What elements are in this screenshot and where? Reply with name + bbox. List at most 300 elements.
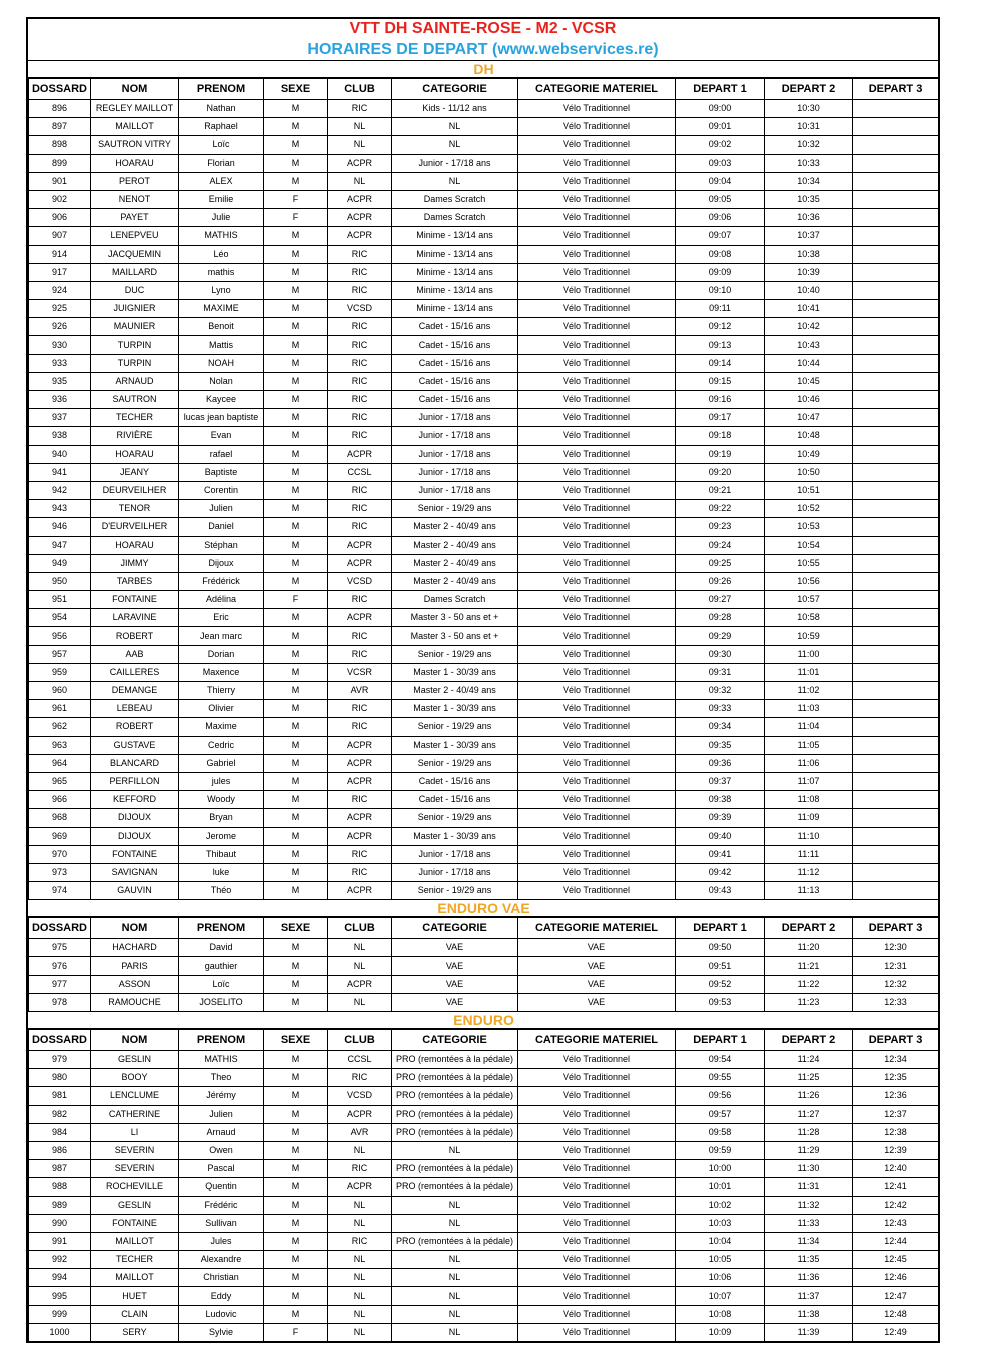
cell-depart-1: 09:26 bbox=[676, 572, 765, 590]
cell-club: NL bbox=[328, 1305, 392, 1323]
cell-club: NL bbox=[328, 939, 392, 957]
cell-nom: TENOR bbox=[91, 500, 179, 518]
cell-depart-3: 12:40 bbox=[853, 1160, 939, 1178]
cell-depart-3 bbox=[853, 827, 939, 845]
cell-depart-2: 11:00 bbox=[765, 645, 853, 663]
cell-dossard: 992 bbox=[29, 1251, 91, 1269]
cell-depart-3: 12:43 bbox=[853, 1214, 939, 1232]
cell-depart-2: 10:57 bbox=[765, 591, 853, 609]
section-header bbox=[29, 61, 939, 78]
cell-categorie-materiel: Vélo Traditionnel bbox=[518, 663, 676, 681]
cell-dossard: 970 bbox=[29, 845, 91, 863]
cell-depart-2: 11:12 bbox=[765, 863, 853, 881]
cell-depart-2: 11:36 bbox=[765, 1269, 853, 1287]
cell-dossard: 981 bbox=[29, 1087, 91, 1105]
cell-depart-1: 09:19 bbox=[676, 445, 765, 463]
cell-prenom: Loïc bbox=[179, 975, 264, 993]
cell-depart-2: 11:34 bbox=[765, 1232, 853, 1250]
cell-nom: FONTAINE bbox=[91, 845, 179, 863]
cell-depart-2: 11:07 bbox=[765, 772, 853, 790]
cell-sexe: M bbox=[264, 645, 328, 663]
cell-prenom: gauthier bbox=[179, 957, 264, 975]
cell-categorie: NL bbox=[392, 1287, 518, 1305]
cell-depart-3 bbox=[853, 700, 939, 718]
table-row bbox=[29, 209, 939, 227]
cell-sexe: M bbox=[264, 827, 328, 845]
cell-categorie: Junior - 17/18 ans bbox=[392, 409, 518, 427]
cell-depart-1: 09:02 bbox=[676, 136, 765, 154]
cell-nom: PARIS bbox=[91, 957, 179, 975]
cell-sexe: M bbox=[264, 627, 328, 645]
cell-categorie: Master 2 - 40/49 ans bbox=[392, 536, 518, 554]
cell-categorie: PRO (remontées à la pédale) bbox=[392, 1069, 518, 1087]
cell-depart-2: 11:27 bbox=[765, 1105, 853, 1123]
cell-dossard: 963 bbox=[29, 736, 91, 754]
cell-sexe: M bbox=[264, 300, 328, 318]
section-header bbox=[29, 1012, 939, 1030]
table-row bbox=[29, 772, 939, 790]
table-row bbox=[29, 481, 939, 499]
cell-nom: MAILLOT bbox=[91, 118, 179, 136]
cell-categorie-materiel: Vélo Traditionnel bbox=[518, 1269, 676, 1287]
cell-club: RIC bbox=[328, 700, 392, 718]
cell-dossard: 956 bbox=[29, 627, 91, 645]
cell-sexe: M bbox=[264, 372, 328, 390]
cell-depart-3 bbox=[853, 463, 939, 481]
cell-depart-2: 10:51 bbox=[765, 481, 853, 499]
cell-club: ACPR bbox=[328, 809, 392, 827]
cell-depart-2: 10:54 bbox=[765, 536, 853, 554]
cell-prenom: Maxence bbox=[179, 663, 264, 681]
cell-club: ACPR bbox=[328, 609, 392, 627]
cell-depart-2: 10:41 bbox=[765, 300, 853, 318]
cell-depart-3: 12:46 bbox=[853, 1269, 939, 1287]
cell-prenom: Gabriel bbox=[179, 754, 264, 772]
cell-dossard: 951 bbox=[29, 591, 91, 609]
cell-prenom: jules bbox=[179, 772, 264, 790]
cell-dossard: 987 bbox=[29, 1160, 91, 1178]
table-row bbox=[29, 591, 939, 609]
cell-sexe: M bbox=[264, 882, 328, 900]
cell-categorie-materiel: Vélo Traditionnel bbox=[518, 591, 676, 609]
cell-prenom: Olivier bbox=[179, 700, 264, 718]
cell-categorie-materiel: Vélo Traditionnel bbox=[518, 882, 676, 900]
cell-nom: BOOY bbox=[91, 1069, 179, 1087]
cell-dossard: 917 bbox=[29, 263, 91, 281]
table-row bbox=[29, 445, 939, 463]
table-row bbox=[29, 100, 939, 118]
cell-sexe: M bbox=[264, 845, 328, 863]
table-row bbox=[29, 1214, 939, 1232]
cell-club: RIC bbox=[328, 845, 392, 863]
cell-depart-2: 10:44 bbox=[765, 354, 853, 372]
cell-dossard: 937 bbox=[29, 409, 91, 427]
cell-depart-1: 10:07 bbox=[676, 1287, 765, 1305]
cell-depart-3: 12:37 bbox=[853, 1105, 939, 1123]
cell-depart-1: 10:00 bbox=[676, 1160, 765, 1178]
cell-prenom: Eddy bbox=[179, 1287, 264, 1305]
table-row bbox=[29, 993, 939, 1011]
cell-categorie-materiel: Vélo Traditionnel bbox=[518, 263, 676, 281]
table-row bbox=[29, 300, 939, 318]
cell-categorie-materiel: Vélo Traditionnel bbox=[518, 318, 676, 336]
cell-nom: HOARAU bbox=[91, 536, 179, 554]
cell-nom: GUSTAVE bbox=[91, 736, 179, 754]
cell-sexe: M bbox=[264, 1196, 328, 1214]
column-header-categorie-materiel: CATEGORIE MATERIEL bbox=[518, 1029, 676, 1051]
cell-club: RIC bbox=[328, 481, 392, 499]
cell-depart-2: 11:29 bbox=[765, 1141, 853, 1159]
cell-depart-2: 11:26 bbox=[765, 1087, 853, 1105]
cell-dossard: 936 bbox=[29, 391, 91, 409]
cell-categorie: Master 3 - 50 ans et + bbox=[392, 609, 518, 627]
column-header-dossard: DOSSARD bbox=[29, 1029, 91, 1051]
cell-prenom: Léo bbox=[179, 245, 264, 263]
cell-categorie-materiel: Vélo Traditionnel bbox=[518, 772, 676, 790]
cell-depart-3 bbox=[853, 591, 939, 609]
cell-categorie-materiel: Vélo Traditionnel bbox=[518, 827, 676, 845]
cell-sexe: M bbox=[264, 1051, 328, 1069]
column-header-dossard: DOSSARD bbox=[29, 917, 91, 939]
cell-club: ACPR bbox=[328, 827, 392, 845]
cell-club: RIC bbox=[328, 281, 392, 299]
cell-categorie-materiel: VAE bbox=[518, 975, 676, 993]
cell-categorie-materiel: Vélo Traditionnel bbox=[518, 1069, 676, 1087]
cell-prenom: Emilie bbox=[179, 190, 264, 208]
cell-dossard: 977 bbox=[29, 975, 91, 993]
cell-dossard: 959 bbox=[29, 663, 91, 681]
cell-depart-3 bbox=[853, 263, 939, 281]
cell-prenom: lucas jean baptiste bbox=[179, 409, 264, 427]
cell-categorie: PRO (remontées à la pédale) bbox=[392, 1123, 518, 1141]
cell-depart-2: 11:11 bbox=[765, 845, 853, 863]
cell-prenom: Mattis bbox=[179, 336, 264, 354]
cell-club: RIC bbox=[328, 354, 392, 372]
table-row bbox=[29, 736, 939, 754]
cell-categorie-materiel: Vélo Traditionnel bbox=[518, 1323, 676, 1341]
cell-sexe: M bbox=[264, 809, 328, 827]
cell-categorie: NL bbox=[392, 136, 518, 154]
cell-depart-3 bbox=[853, 136, 939, 154]
cell-depart-2: 11:03 bbox=[765, 700, 853, 718]
cell-categorie-materiel: Vélo Traditionnel bbox=[518, 645, 676, 663]
table-row bbox=[29, 1232, 939, 1250]
cell-depart-3 bbox=[853, 154, 939, 172]
cell-prenom: Theo bbox=[179, 1069, 264, 1087]
table-row bbox=[29, 190, 939, 208]
cell-club: RIC bbox=[328, 336, 392, 354]
cell-depart-3 bbox=[853, 391, 939, 409]
table-row bbox=[29, 1069, 939, 1087]
cell-dossard: 962 bbox=[29, 718, 91, 736]
cell-depart-1: 09:11 bbox=[676, 300, 765, 318]
cell-depart-1: 09:54 bbox=[676, 1051, 765, 1069]
cell-dossard: 968 bbox=[29, 809, 91, 827]
cell-categorie-materiel: Vélo Traditionnel bbox=[518, 372, 676, 390]
cell-categorie-materiel: Vélo Traditionnel bbox=[518, 391, 676, 409]
column-header-club: CLUB bbox=[328, 917, 392, 939]
cell-depart-2: 10:50 bbox=[765, 463, 853, 481]
cell-categorie-materiel: Vélo Traditionnel bbox=[518, 1141, 676, 1159]
cell-categorie: PRO (remontées à la pédale) bbox=[392, 1178, 518, 1196]
cell-nom: FONTAINE bbox=[91, 591, 179, 609]
table-row bbox=[29, 609, 939, 627]
cell-prenom: Théo bbox=[179, 882, 264, 900]
cell-prenom: JOSELITO bbox=[179, 993, 264, 1011]
cell-nom: RAMOUCHE bbox=[91, 993, 179, 1011]
cell-prenom: David bbox=[179, 939, 264, 957]
table-row bbox=[29, 536, 939, 554]
column-header-depart-3: DEPART 3 bbox=[853, 1029, 939, 1051]
cell-sexe: M bbox=[264, 227, 328, 245]
cell-depart-3 bbox=[853, 500, 939, 518]
cell-prenom: Cedric bbox=[179, 736, 264, 754]
cell-sexe: M bbox=[264, 263, 328, 281]
cell-depart-2: 11:01 bbox=[765, 663, 853, 681]
cell-depart-2: 11:09 bbox=[765, 809, 853, 827]
cell-categorie-materiel: Vélo Traditionnel bbox=[518, 863, 676, 881]
cell-nom: ASSON bbox=[91, 975, 179, 993]
cell-nom: REGLEY MAILLOT bbox=[91, 100, 179, 118]
cell-club: RIC bbox=[328, 500, 392, 518]
cell-depart-1: 09:52 bbox=[676, 975, 765, 993]
cell-depart-3: 12:30 bbox=[853, 939, 939, 957]
cell-depart-3 bbox=[853, 318, 939, 336]
cell-dossard: 991 bbox=[29, 1232, 91, 1250]
cell-prenom: Arnaud bbox=[179, 1123, 264, 1141]
cell-depart-3: 12:34 bbox=[853, 1051, 939, 1069]
cell-depart-3 bbox=[853, 536, 939, 554]
table-row bbox=[29, 409, 939, 427]
cell-nom: PEROT bbox=[91, 172, 179, 190]
cell-dossard: 976 bbox=[29, 957, 91, 975]
cell-sexe: M bbox=[264, 1214, 328, 1232]
cell-depart-1: 09:05 bbox=[676, 190, 765, 208]
cell-depart-2: 10:49 bbox=[765, 445, 853, 463]
cell-depart-1: 09:36 bbox=[676, 754, 765, 772]
cell-categorie-materiel: Vélo Traditionnel bbox=[518, 845, 676, 863]
cell-depart-3: 12:31 bbox=[853, 957, 939, 975]
cell-prenom: Woody bbox=[179, 791, 264, 809]
cell-depart-3 bbox=[853, 882, 939, 900]
cell-depart-1: 10:01 bbox=[676, 1178, 765, 1196]
cell-categorie: Minime - 13/14 ans bbox=[392, 281, 518, 299]
cell-depart-2: 10:30 bbox=[765, 100, 853, 118]
cell-dossard: 933 bbox=[29, 354, 91, 372]
cell-sexe: M bbox=[264, 700, 328, 718]
table-row bbox=[29, 554, 939, 572]
cell-nom: MAILLOT bbox=[91, 1232, 179, 1250]
cell-dossard: 961 bbox=[29, 700, 91, 718]
cell-prenom: Evan bbox=[179, 427, 264, 445]
cell-categorie: VAE bbox=[392, 939, 518, 957]
cell-depart-3 bbox=[853, 354, 939, 372]
cell-club: ACPR bbox=[328, 772, 392, 790]
cell-prenom: Baptiste bbox=[179, 463, 264, 481]
cell-depart-1: 10:02 bbox=[676, 1196, 765, 1214]
cell-depart-3 bbox=[853, 190, 939, 208]
table-row bbox=[29, 882, 939, 900]
cell-club: RIC bbox=[328, 391, 392, 409]
cell-sexe: M bbox=[264, 1251, 328, 1269]
cell-club: ACPR bbox=[328, 154, 392, 172]
cell-categorie: Junior - 17/18 ans bbox=[392, 845, 518, 863]
table-row bbox=[29, 809, 939, 827]
cell-categorie-materiel: Vélo Traditionnel bbox=[518, 281, 676, 299]
cell-dossard: 1000 bbox=[29, 1323, 91, 1341]
cell-categorie: Cadet - 15/16 ans bbox=[392, 791, 518, 809]
cell-prenom: rafael bbox=[179, 445, 264, 463]
cell-depart-3: 12:44 bbox=[853, 1232, 939, 1250]
cell-sexe: M bbox=[264, 481, 328, 499]
cell-club: ACPR bbox=[328, 227, 392, 245]
cell-sexe: M bbox=[264, 754, 328, 772]
cell-prenom: Thibaut bbox=[179, 845, 264, 863]
cell-depart-1: 09:30 bbox=[676, 645, 765, 663]
column-header-nom: NOM bbox=[91, 78, 179, 100]
cell-depart-3 bbox=[853, 300, 939, 318]
cell-depart-1: 09:57 bbox=[676, 1105, 765, 1123]
cell-depart-1: 09:18 bbox=[676, 427, 765, 445]
cell-sexe: M bbox=[264, 318, 328, 336]
cell-depart-1: 09:04 bbox=[676, 172, 765, 190]
start-times-table bbox=[28, 61, 939, 1342]
cell-prenom: Frédérick bbox=[179, 572, 264, 590]
cell-sexe: F bbox=[264, 591, 328, 609]
column-header-sexe: SEXE bbox=[264, 917, 328, 939]
cell-sexe: M bbox=[264, 1305, 328, 1323]
cell-prenom: Ludovic bbox=[179, 1305, 264, 1323]
cell-club: RIC bbox=[328, 791, 392, 809]
cell-dossard: 947 bbox=[29, 536, 91, 554]
cell-sexe: M bbox=[264, 427, 328, 445]
table-row bbox=[29, 318, 939, 336]
cell-club: ACPR bbox=[328, 975, 392, 993]
cell-nom: DIJOUX bbox=[91, 827, 179, 845]
column-header-nom: NOM bbox=[91, 1029, 179, 1051]
cell-dossard: 899 bbox=[29, 154, 91, 172]
cell-depart-3: 12:41 bbox=[853, 1178, 939, 1196]
cell-sexe: M bbox=[264, 1069, 328, 1087]
table-row bbox=[29, 500, 939, 518]
cell-depart-3 bbox=[853, 627, 939, 645]
cell-categorie-materiel: Vélo Traditionnel bbox=[518, 736, 676, 754]
cell-depart-1: 09:20 bbox=[676, 463, 765, 481]
cell-club: NL bbox=[328, 1214, 392, 1232]
cell-depart-3: 12:39 bbox=[853, 1141, 939, 1159]
cell-categorie: Cadet - 15/16 ans bbox=[392, 336, 518, 354]
cell-categorie-materiel: Vélo Traditionnel bbox=[518, 1051, 676, 1069]
cell-categorie: Senior - 19/29 ans bbox=[392, 882, 518, 900]
cell-prenom: Jerome bbox=[179, 827, 264, 845]
column-header-dossard: DOSSARD bbox=[29, 78, 91, 100]
table-row bbox=[29, 227, 939, 245]
table-row bbox=[29, 154, 939, 172]
cell-categorie: NL bbox=[392, 172, 518, 190]
cell-depart-3 bbox=[853, 772, 939, 790]
cell-nom: ROBERT bbox=[91, 718, 179, 736]
table-row bbox=[29, 700, 939, 718]
cell-depart-2: 11:06 bbox=[765, 754, 853, 772]
cell-nom: SERY bbox=[91, 1323, 179, 1341]
column-header-categorie: CATEGORIE bbox=[392, 1029, 518, 1051]
cell-depart-2: 11:37 bbox=[765, 1287, 853, 1305]
cell-dossard: 924 bbox=[29, 281, 91, 299]
cell-club: RIC bbox=[328, 372, 392, 390]
cell-dossard: 986 bbox=[29, 1141, 91, 1159]
cell-depart-3 bbox=[853, 336, 939, 354]
cell-depart-3 bbox=[853, 409, 939, 427]
column-header-sexe: SEXE bbox=[264, 78, 328, 100]
cell-sexe: M bbox=[264, 172, 328, 190]
cell-depart-3: 12:47 bbox=[853, 1287, 939, 1305]
table-row bbox=[29, 718, 939, 736]
cell-club: VCSR bbox=[328, 663, 392, 681]
cell-categorie-materiel: Vélo Traditionnel bbox=[518, 536, 676, 554]
cell-categorie: Cadet - 15/16 ans bbox=[392, 318, 518, 336]
column-header-prenom: PRENOM bbox=[179, 78, 264, 100]
cell-nom: DUC bbox=[91, 281, 179, 299]
cell-depart-1: 09:58 bbox=[676, 1123, 765, 1141]
cell-prenom: Eric bbox=[179, 609, 264, 627]
cell-depart-2: 10:53 bbox=[765, 518, 853, 536]
cell-categorie: NL bbox=[392, 1323, 518, 1341]
cell-depart-3: 12:49 bbox=[853, 1323, 939, 1341]
cell-categorie: Dames Scratch bbox=[392, 190, 518, 208]
table-row bbox=[29, 1105, 939, 1123]
cell-categorie: Kids - 11/12 ans bbox=[392, 100, 518, 118]
cell-dossard: 946 bbox=[29, 518, 91, 536]
column-header-depart-2: DEPART 2 bbox=[765, 1029, 853, 1051]
cell-depart-3 bbox=[853, 809, 939, 827]
table-row bbox=[29, 863, 939, 881]
cell-categorie-materiel: Vélo Traditionnel bbox=[518, 1160, 676, 1178]
cell-club: ACPR bbox=[328, 554, 392, 572]
cell-depart-2: 11:33 bbox=[765, 1214, 853, 1232]
cell-prenom: Bryan bbox=[179, 809, 264, 827]
cell-depart-2: 10:58 bbox=[765, 609, 853, 627]
section-title: ENDURO VAE bbox=[29, 900, 939, 918]
cell-sexe: M bbox=[264, 391, 328, 409]
column-header-depart-1: DEPART 1 bbox=[676, 1029, 765, 1051]
cell-prenom: Pascal bbox=[179, 1160, 264, 1178]
table-row bbox=[29, 1269, 939, 1287]
cell-categorie-materiel: Vélo Traditionnel bbox=[518, 682, 676, 700]
cell-club: CCSL bbox=[328, 1051, 392, 1069]
cell-categorie: Junior - 17/18 ans bbox=[392, 445, 518, 463]
cell-depart-3 bbox=[853, 663, 939, 681]
cell-categorie: PRO (remontées à la pédale) bbox=[392, 1160, 518, 1178]
cell-prenom: Thierry bbox=[179, 682, 264, 700]
cell-sexe: M bbox=[264, 791, 328, 809]
cell-nom: JEANY bbox=[91, 463, 179, 481]
cell-categorie: Master 1 - 30/39 ans bbox=[392, 700, 518, 718]
cell-categorie: VAE bbox=[392, 993, 518, 1011]
table-row bbox=[29, 791, 939, 809]
cell-nom: HOARAU bbox=[91, 154, 179, 172]
table-row bbox=[29, 1305, 939, 1323]
cell-nom: CAILLERES bbox=[91, 663, 179, 681]
cell-dossard: 966 bbox=[29, 791, 91, 809]
cell-depart-1: 10:04 bbox=[676, 1232, 765, 1250]
cell-nom: GESLIN bbox=[91, 1196, 179, 1214]
cell-categorie-materiel: Vélo Traditionnel bbox=[518, 1287, 676, 1305]
cell-depart-3 bbox=[853, 518, 939, 536]
cell-nom: ROCHEVILLE bbox=[91, 1178, 179, 1196]
cell-depart-3 bbox=[853, 245, 939, 263]
cell-nom: TECHER bbox=[91, 409, 179, 427]
cell-depart-2: 11:38 bbox=[765, 1305, 853, 1323]
